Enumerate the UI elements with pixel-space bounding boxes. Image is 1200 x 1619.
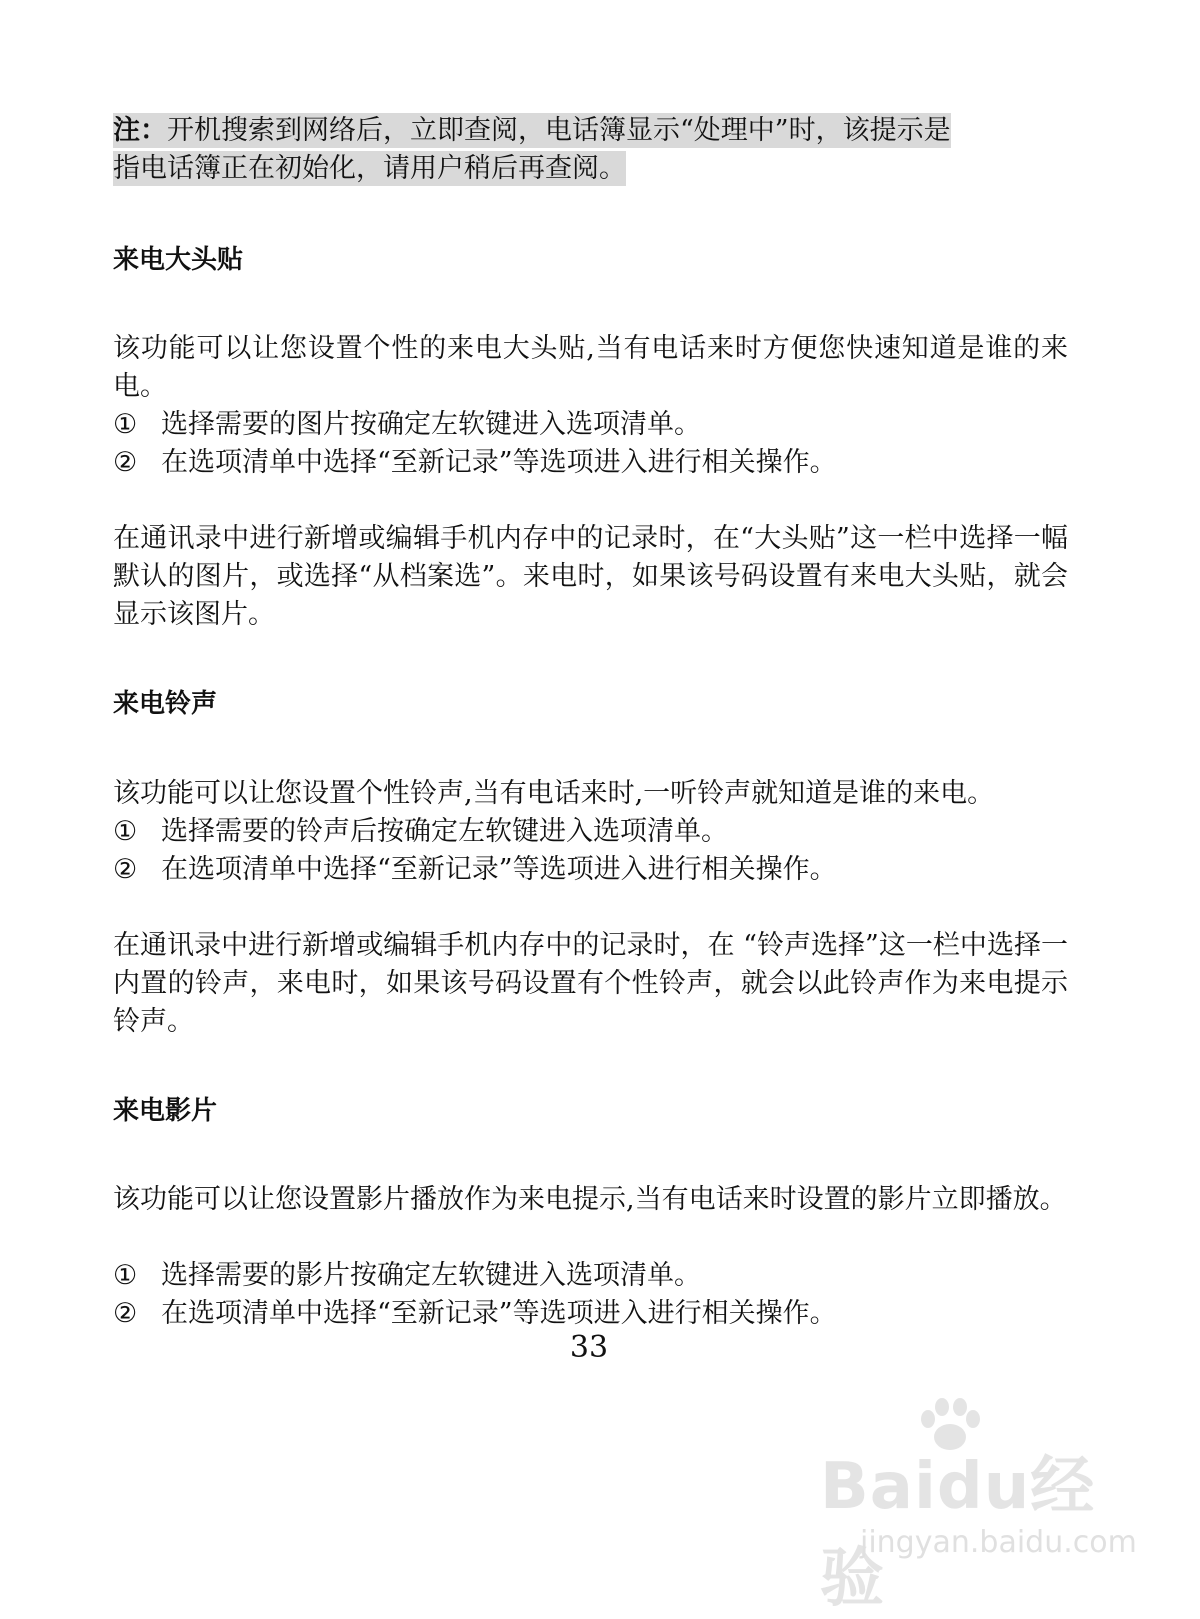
step-text: 在选项清单中选择“至新记录”等选项进入进行相关操作。 <box>161 854 837 885</box>
section-heading-ringtone: 来电铃声 <box>113 689 218 719</box>
watermark-url: jingyan.baidu.com <box>860 1525 1137 1560</box>
section-heading-caller-photo: 来电大头贴 <box>113 245 244 275</box>
section-intro-video: 该功能可以让您设置影片播放作为来电提示,当有电话来时设置的影片立即播放。 <box>113 1184 1067 1215</box>
watermark <box>820 1395 1137 1616</box>
step-number: ② <box>113 854 138 885</box>
step-item <box>113 813 1068 851</box>
note-block <box>113 112 1063 188</box>
step-number: ② <box>113 1298 138 1329</box>
section-intro-ringtone: 该功能可以让您设置个性铃声,当有电话来时,一听铃声就知道是谁的来电。 <box>113 778 995 809</box>
step-number: ① <box>113 1260 138 1291</box>
step-number: ① <box>113 409 138 440</box>
step-text: 在选项清单中选择“至新记录”等选项进入进行相关操作。 <box>161 1298 837 1329</box>
step-item <box>113 406 1068 444</box>
step-item <box>113 1295 1068 1333</box>
step-item <box>113 851 1068 889</box>
step-number: ① <box>113 816 138 847</box>
note-label: 注： <box>113 115 167 146</box>
step-number: ② <box>113 447 138 478</box>
step-text: 选择需要的铃声后按确定左软键进入选项清单。 <box>161 816 728 847</box>
note-line-2: 指电话簿正在初始化，请用户稍后再查阅。 <box>113 153 626 184</box>
note-text-1: 开机搜索到网络后，立即查阅，电话簿显示“处理中”时，该提示是 <box>167 115 951 146</box>
step-text: 在选项清单中选择“至新记录”等选项进入进行相关操作。 <box>161 447 837 478</box>
section-detail-ringtone: 在通讯录中进行新增或编辑手机内存中的记录时，在 “铃声选择”这一栏中选择一内置的铃声，来电时，如果该号码设置有个性铃声，就会以此铃声作为来电提示铃声。 <box>113 930 1068 1037</box>
step-item <box>113 444 1068 482</box>
step-item <box>113 1257 1068 1295</box>
section-detail-caller-photo: 在通讯录中进行新增或编辑手机内存中的记录时，在“大头贴”这一栏中选择一幅默认的图片，或选择“从档案选”。来电时，如果该号码设置有来电大头贴，就会显示该图片。 <box>113 523 1068 630</box>
section-heading-video: 来电影片 <box>113 1096 218 1126</box>
watermark-logo: Baidu经验 <box>820 1450 1096 1616</box>
page-number: 33 <box>569 1330 609 1365</box>
step-text: 选择需要的影片按确定左软键进入选项清单。 <box>161 1260 701 1291</box>
section-intro-caller-photo: 该功能可以让您设置个性的来电大头贴,当有电话来时方便您快速知道是谁的来电。 <box>113 333 1068 402</box>
note-line-1 <box>113 113 951 148</box>
step-text: 选择需要的图片按确定左软键进入选项清单。 <box>161 409 701 440</box>
